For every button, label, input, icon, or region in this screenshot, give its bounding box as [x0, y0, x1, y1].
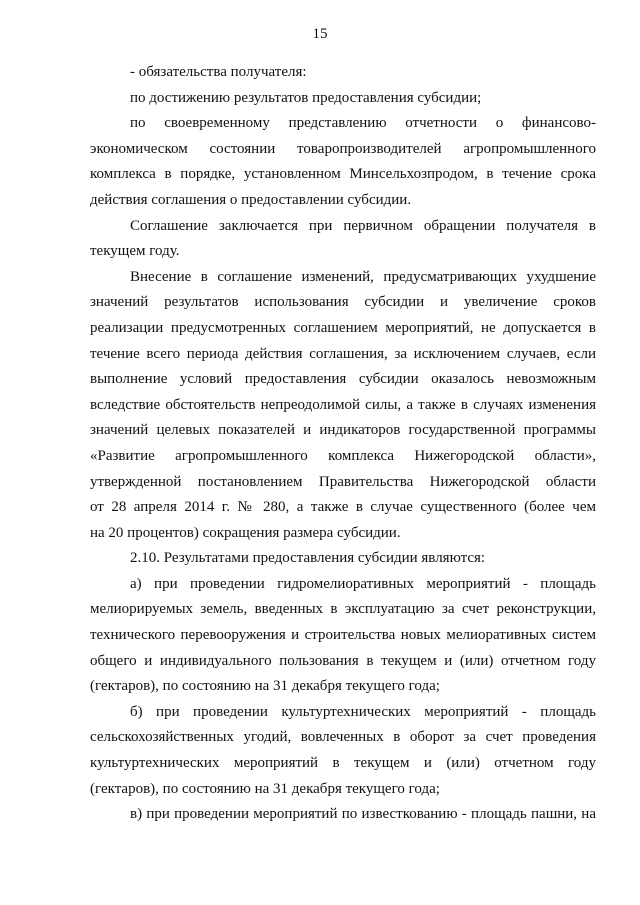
text-line: на 20 процентов) сокращения размера субсидии. — [90, 524, 401, 541]
text-line: по своевременному представлению отчетности о финансово- — [130, 115, 596, 132]
text-line: течение всего периода действия соглашения, за исключением случаев, если — [90, 345, 596, 362]
text-line: текущем году. — [90, 243, 180, 260]
text-line: действия соглашения о предоставлении субсидии. — [90, 191, 412, 208]
text-line: сельскохозяйственных угодий, вовлеченных в оборот за счет проведения — [90, 729, 596, 746]
document-body — [90, 60, 596, 828]
text-line: культуртехнических мероприятий в текущем и (или) отчетном году — [90, 755, 596, 772]
text-line: 2.10. Результатами предоставления субсидии являются: — [130, 550, 486, 567]
text-line: (гектаров), по состоянию на 31 декабря текущего года; — [90, 678, 440, 695]
text-line: - обязательства получателя: — [130, 64, 307, 80]
text-line: технического перевооружения и строительства новых мелиоративных систем — [90, 627, 596, 644]
text-line: утвержденной постановлением Правительства Нижегородской области — [90, 473, 596, 490]
page-number: 15 — [312, 26, 328, 42]
text-line: (гектаров), по состоянию на 31 декабря текущего года; — [90, 780, 440, 797]
text-line: мелиорируемых земель, введенных в эксплуатацию за счет реконструкции, — [90, 601, 596, 618]
text-line: по достижению результатов предоставления субсидии; — [130, 89, 482, 106]
text-line: а) при проведении гидромелиоративных мероприятий - площадь — [130, 575, 596, 592]
text-line: «Развитие агропромышленного комплекса Нижегородской области», — [90, 447, 596, 464]
text-line: вследствие обстоятельств непреодолимой силы, а также в случаях изменения — [90, 396, 596, 413]
text-line: Внесение в соглашение изменений, предусматривающих ухудшение — [130, 268, 596, 285]
text-line: значений целевых показателей и индикаторов государственной программы — [90, 422, 596, 439]
text-line: экономическом состоянии товаропроизводителей агропромышленного — [90, 140, 596, 157]
text-line: общего и индивидуального пользования в текущем и (или) отчетном году — [90, 652, 596, 669]
text-line: б) при проведении культуртехнических мероприятий - площадь — [130, 703, 596, 720]
text-line: от 28 апреля 2014 г. № 280, а также в случае существенного (более чем — [90, 499, 596, 516]
text-line: комплекса в порядке, установленном Минсельхозпродом, в течение срока — [90, 166, 596, 183]
text-line: Соглашение заключается при первичном обращении получателя в — [130, 217, 596, 234]
text-line: в) при проведении мероприятий по известкованию - площадь пашни, на — [130, 806, 596, 823]
text-line: выполнение условий предоставления субсидии оказалось невозможным — [90, 371, 596, 388]
text-line: реализации предусмотренных соглашением мероприятий, не допускается в — [90, 319, 596, 336]
text-line: значений результатов использования субсидии и увеличение сроков — [90, 294, 596, 311]
